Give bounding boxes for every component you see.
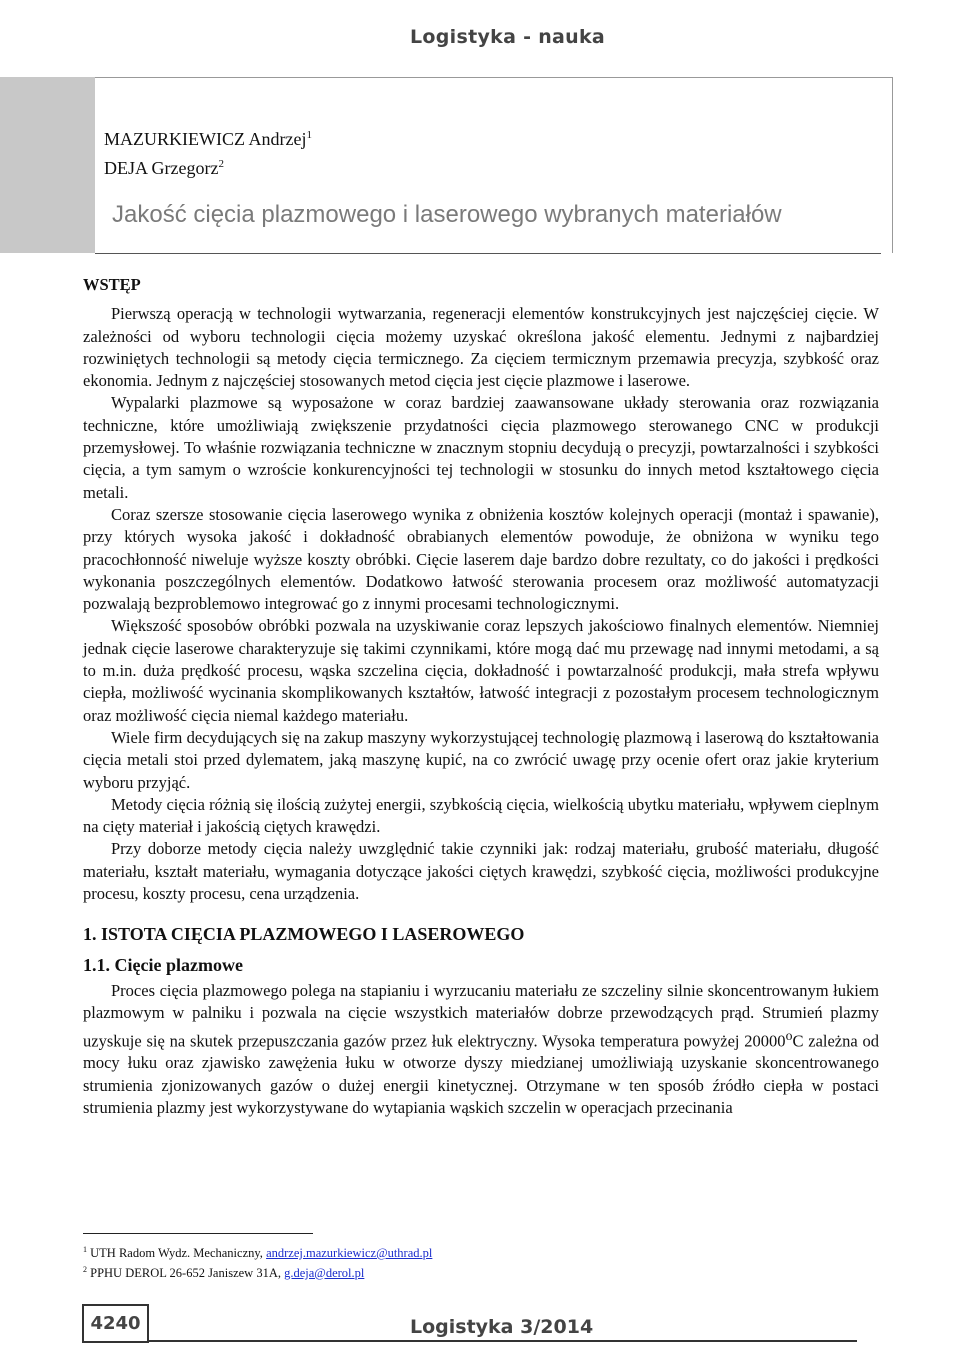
author-list [104,123,312,181]
footnote-2 [83,1262,432,1282]
section-heading-1: 1. ISTOTA CIĘCIA PLAZMOWEGO I LASEROWEGO [83,924,525,945]
page-number: 4240 [82,1304,149,1343]
author-name: MAZURKIEWICZ Andrzej [104,129,307,149]
title-accent-block [0,77,95,253]
running-header: Logistyka - nauka [410,26,606,48]
footnotes [83,1242,432,1281]
section-heading-1-1: 1.1. Cięcie plazmowe [83,954,243,975]
title-divider [95,253,881,254]
author-footnote-mark: 1 [306,129,312,141]
paragraph [83,980,879,1119]
paragraph: Coraz szersze stosowanie cięcia laserowego wynika z obniżenia kosztów kolejnych operacji (montaż i spawanie), przy których wysoka jakość i dokładność obrabianych elementów powoduje, że obniżona w wyniku tego pracochłonność niweluje wyższe koszty obróbki. Cięcie laserem daje bardzo dobre rezultaty, co do jakości i prędkości wykonania poszczególnych elementów. Dodatkowo łatwość sterowania procesem oraz możliwość automatyzacji pozwalają bezproblemowo integrować go z innymi procesami technologicznymi. [83,504,879,614]
footnote-text: UTH Radom Wydz. Mechaniczny, [90,1246,267,1261]
author-name: DEJA Grzegorz [104,158,219,178]
title-box-right-rule [892,77,893,253]
paragraph: Pierwszą operacją w technologii wytwarzania, regeneracji elementów konstrukcyjnych jest najczęściej cięcie. W zależności od wyboru technologii cięcia możemy uzyskać określona jakość elementu. Jednymi z najbardziej rozwiniętych technologii są metody cięcia termicznego. Za cięciem termicznym przemawia precyzja, szybkość oraz ekonomia. Jednym z najczęściej stosowanych metod cięcia jest cięcie plazmowe i laserowe. [83,304,879,391]
paragraph: Wypalarki plazmowe są wyposażone w coraz bardziej zaawansowane układy sterowania oraz rozwiązania techniczne, które umożliwiają zwiększenie przydatności cięcia plazmowego sterowanego CNC w produkcji przemysłowej. To właśnie rozwiązania techniczne w znacznym stopniu decydują o precyzji, powtarzalności i szybkości cięcia, a tym samym o wzroście konkurencyjności tej technologii w stosunku do innych metod kształtowego cięcia metali. [83,393,879,502]
footer-journal-issue: Logistyka 3/2014 [410,1316,594,1338]
footer-rule [149,1340,857,1342]
author-2 [104,152,312,181]
footnote-email-link[interactable]: andrzej.mazurkiewicz@uthrad.pl [266,1246,433,1261]
article-title: Jakość cięcia plazmowego i laserowego wybranych materiałów [112,201,782,228]
footnote-text: PPHU DEROL 26-652 Janiszew 31A, [90,1265,285,1280]
paragraph: Metody cięcia różnią się ilością zużytej energii, szybkością cięcia, wielkością ubytku materiału, wpływem cieplnym na cięty materiał i jakością ciętych krawędzi. [83,794,879,837]
footnote-1 [83,1242,432,1262]
paragraph-text: C zależna od mocy łuku oraz zjawisko zawężenia łuku w otworze dyszy miedzianej umożliwiają uzyskanie skoncentrowanego strumienia zjonizowanych gazów o dużej energii kinetycznej. Otrzymane w ten sposób źródło ciepła w postaci strumienia plazmy jest wykorzystywane do wytapiania wąskich szczelin w operacjach przecinania [83,1031,879,1117]
paragraph: Wiele firm decydujących się na zakup maszyny wykorzystującej technologię plazmową i laserową do kształtowania cięcia metali stoi przed dylematem, jaką maszynę kupić, na co zwrócić uwagę przy ocenie ofert oraz jakie kryterium wyboru przyjąć. [83,727,879,792]
paragraph: Przy doborze metody cięcia należy uwzględnić takie czynniki jak: rodzaj materiału, grubość materiału, długość materiału, kształt materiału, wymagania dotyczące jakości ciętych krawędzi, szybkość cięcia, możliwości produkcyjne procesu, koszty procesu, cena urządzenia. [83,839,879,904]
footnote-email-link[interactable]: g.deja@derol.pl [284,1265,365,1280]
section-heading-intro: WSTĘP [83,275,141,294]
footnote-mark: 1 [83,1245,87,1254]
author-footnote-mark: 2 [218,158,224,170]
article-body [83,274,879,1119]
author-1 [104,123,312,152]
degree-superscript: o [785,1027,793,1043]
paragraph-text: Proces cięcia plazmowego polega na stapianiu i wyrzucaniu materiału ze szczeliny silnie skoncentrowanym łukiem plazmowym w palniku i pozwala na cięcie wszystkich materiałów dobrze przewodzących prąd. Strumień plazmy uzyskuje się na skutek przepuszczania gazów przez łuk elektryczny. Wysoka temperatura powyżej 20000 [83,980,879,1050]
paragraph: Większość sposobów obróbki pozwala na uzyskiwanie coraz lepszych jakościowo finalnych elementów. Niemniej jednak cięcie laserowe charakteryzuje się takimi czynnikami, które mogą dać mu przewagę nad innymi metodami, a są to m.in. duża prędkość procesu, wąska szczelina cięcia, dokładność i powtarzalność produkcji, mała strefa wpływu ciepła, możliwość wycinania skomplikowanych kształtów, łatwość integracji z pozostałym procesem technologicznym oraz możliwość cięcia niemal każdego materiału. [83,616,879,725]
footnote-divider [83,1233,313,1234]
footnote-mark: 2 [83,1264,87,1274]
